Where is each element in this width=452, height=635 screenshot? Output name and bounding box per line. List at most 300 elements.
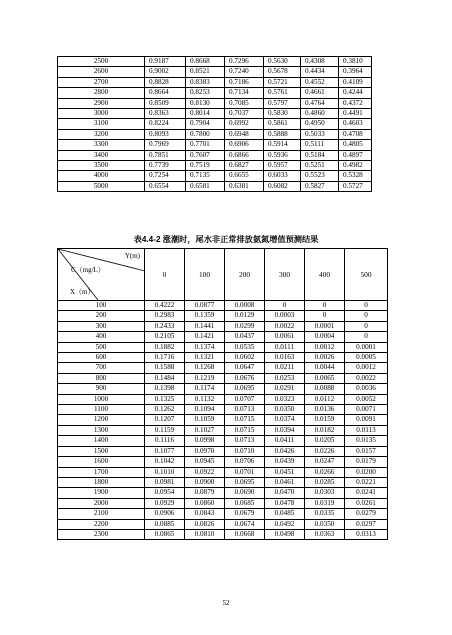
value-cell: 0.0810 bbox=[185, 529, 225, 539]
value-cell: 0.0439 bbox=[265, 457, 305, 467]
value-cell: 0.0003 bbox=[265, 311, 305, 321]
table-row bbox=[58, 436, 388, 446]
value-cell: 0.1132 bbox=[185, 394, 225, 404]
value-cell: 0.0602 bbox=[225, 353, 265, 363]
row-label-cell: 3200 bbox=[58, 129, 145, 139]
row-label-cell: 3500 bbox=[58, 161, 145, 171]
value-cell: 0.0478 bbox=[265, 498, 305, 508]
value-cell: 0.0695 bbox=[225, 477, 265, 487]
row-label-cell: 1200 bbox=[58, 415, 145, 425]
value-cell: 0.0461 bbox=[265, 477, 305, 487]
row-label-cell: 5000 bbox=[58, 181, 145, 191]
column-header: 0 bbox=[145, 249, 185, 301]
value-cell: 0.0012 bbox=[305, 342, 345, 352]
value-cell: 0.0136 bbox=[305, 405, 345, 415]
table-row bbox=[58, 150, 372, 160]
value-cell: 0.0071 bbox=[345, 405, 388, 415]
value-cell: 0.0715 bbox=[225, 415, 265, 425]
row-label-cell: 1700 bbox=[58, 467, 145, 477]
value-cell: 0.1325 bbox=[145, 394, 185, 404]
row-label-cell: 2700 bbox=[58, 77, 145, 87]
value-cell: 0.0319 bbox=[305, 498, 345, 508]
value-cell: 0.7134 bbox=[225, 88, 264, 98]
table-row bbox=[58, 119, 372, 129]
value-cell: 0.0241 bbox=[345, 488, 388, 498]
value-cell: 0.4434 bbox=[301, 67, 339, 77]
value-cell: 0.0451 bbox=[265, 467, 305, 477]
value-cell: 0.8664 bbox=[145, 88, 186, 98]
value-cell: 0.6554 bbox=[145, 181, 186, 191]
value-cell: 0.0163 bbox=[265, 353, 305, 363]
value-cell: 0.0285 bbox=[305, 477, 345, 487]
value-cell: 0.2433 bbox=[145, 321, 185, 331]
value-cell: 0.0297 bbox=[345, 519, 388, 529]
value-cell: 0.1262 bbox=[145, 405, 185, 415]
value-cell: 0.4372 bbox=[339, 98, 372, 108]
value-cell: 0.0221 bbox=[345, 477, 388, 487]
value-cell: 0.0685 bbox=[225, 498, 265, 508]
value-cell: 0.5111 bbox=[301, 140, 339, 150]
value-cell: 0.0303 bbox=[305, 488, 345, 498]
value-cell: 0.0710 bbox=[225, 446, 265, 456]
value-cell: 0.9187 bbox=[145, 57, 186, 67]
value-cell: 0.5523 bbox=[301, 171, 339, 181]
value-cell: 0.0091 bbox=[345, 415, 388, 425]
table-row bbox=[58, 98, 372, 108]
value-cell: 0.5328 bbox=[339, 171, 372, 181]
row-label-cell: 200 bbox=[58, 311, 145, 321]
value-cell: 0.5251 bbox=[301, 161, 339, 171]
row-label-cell: 1600 bbox=[58, 457, 145, 467]
value-cell: 0.0470 bbox=[265, 488, 305, 498]
value-cell: 0.0981 bbox=[145, 477, 185, 487]
value-cell: 0.9002 bbox=[145, 67, 186, 77]
table-row bbox=[58, 488, 388, 498]
value-cell: 0.0929 bbox=[145, 498, 185, 508]
value-cell: 0.0061 bbox=[265, 332, 305, 342]
value-cell: 0.0026 bbox=[305, 353, 345, 363]
value-cell: 0.0411 bbox=[265, 436, 305, 446]
value-cell: 0.0485 bbox=[265, 509, 305, 519]
value-cell: 0.7037 bbox=[225, 109, 264, 119]
value-cell: 0.1159 bbox=[145, 425, 185, 435]
value-cell: 0.0157 bbox=[345, 446, 388, 456]
value-cell: 0 bbox=[345, 311, 388, 321]
row-label-cell: 100 bbox=[58, 301, 145, 311]
value-cell: 0.2983 bbox=[145, 311, 185, 321]
row-label-cell: 500 bbox=[58, 342, 145, 352]
table-row bbox=[58, 363, 388, 373]
table-row bbox=[58, 88, 372, 98]
table-row bbox=[58, 140, 372, 150]
value-cell: 0.4552 bbox=[301, 77, 339, 87]
value-cell: 0.0111 bbox=[265, 342, 305, 352]
row-label-cell: 3300 bbox=[58, 140, 145, 150]
value-cell: 0.1010 bbox=[145, 467, 185, 477]
row-label-cell: 2500 bbox=[58, 57, 145, 67]
row-label-cell: 2600 bbox=[58, 67, 145, 77]
value-cell: 0.0247 bbox=[305, 457, 345, 467]
column-header: 500 bbox=[345, 249, 388, 301]
table-row bbox=[58, 332, 388, 342]
value-cell: 0.5678 bbox=[264, 67, 301, 77]
table-row bbox=[58, 321, 388, 331]
value-cell: 0.0253 bbox=[265, 373, 305, 383]
value-cell: 0.1116 bbox=[145, 436, 185, 446]
value-cell: 0.6906 bbox=[225, 140, 264, 150]
value-cell: 0.0129 bbox=[225, 311, 265, 321]
value-cell: 0.1059 bbox=[185, 415, 225, 425]
table-row bbox=[58, 477, 388, 487]
value-cell: 0.7519 bbox=[186, 161, 225, 171]
value-cell: 0.1588 bbox=[145, 363, 185, 373]
value-cell: 0.0690 bbox=[225, 488, 265, 498]
value-cell: 0.1359 bbox=[185, 311, 225, 321]
value-cell: 0.0299 bbox=[225, 321, 265, 331]
value-cell: 0.4764 bbox=[301, 98, 339, 108]
table-row bbox=[58, 373, 388, 383]
value-cell: 0.0706 bbox=[225, 457, 265, 467]
value-cell: 0.6866 bbox=[225, 150, 264, 160]
value-cell: 0.5184 bbox=[301, 150, 339, 160]
row-label-cell: 2800 bbox=[58, 88, 145, 98]
table-row bbox=[58, 109, 372, 119]
value-cell: 0.4860 bbox=[301, 109, 339, 119]
value-cell: 0.1882 bbox=[145, 342, 185, 352]
table-row bbox=[58, 77, 372, 87]
value-cell: 0.0426 bbox=[265, 446, 305, 456]
value-cell: 0.0885 bbox=[145, 519, 185, 529]
value-cell: 0.3964 bbox=[339, 67, 372, 77]
value-cell: 0.4708 bbox=[339, 129, 372, 139]
value-cell: 0.0676 bbox=[225, 373, 265, 383]
value-cell: 0.0205 bbox=[305, 436, 345, 446]
table-row bbox=[58, 457, 388, 467]
row-label-cell: 2900 bbox=[58, 98, 145, 108]
value-cell: 0 bbox=[305, 301, 345, 311]
value-cell: 0.0954 bbox=[145, 488, 185, 498]
value-cell: 0.1441 bbox=[185, 321, 225, 331]
value-cell: 0.4950 bbox=[301, 119, 339, 129]
value-cell: 0.1207 bbox=[145, 415, 185, 425]
concentration-label: C（mg/L） bbox=[71, 266, 105, 274]
value-cell: 0.7186 bbox=[225, 77, 264, 87]
value-cell: 0.6581 bbox=[186, 181, 225, 191]
value-cell: 0.1398 bbox=[145, 384, 185, 394]
header-row bbox=[58, 249, 388, 301]
value-cell: 0.1716 bbox=[145, 353, 185, 363]
value-cell: 0.5861 bbox=[264, 119, 301, 129]
value-cell: 0.4222 bbox=[145, 301, 185, 311]
value-cell: 0.0945 bbox=[185, 457, 225, 467]
value-cell: 0.0266 bbox=[305, 467, 345, 477]
value-cell: 0.5957 bbox=[264, 161, 301, 171]
row-label-cell: 2200 bbox=[58, 519, 145, 529]
value-cell: 0.0498 bbox=[265, 529, 305, 539]
value-cell: 0.4109 bbox=[339, 77, 372, 87]
value-cell: 0.0112 bbox=[305, 394, 345, 404]
column-header: 400 bbox=[305, 249, 345, 301]
value-cell: 0.8093 bbox=[145, 129, 186, 139]
value-cell: 0.0492 bbox=[265, 519, 305, 529]
table-row bbox=[58, 353, 388, 363]
value-cell: 0.0065 bbox=[305, 373, 345, 383]
value-cell: 0.0877 bbox=[185, 301, 225, 311]
value-cell: 0.0394 bbox=[265, 425, 305, 435]
table-row bbox=[58, 498, 388, 508]
value-cell: 0.1094 bbox=[185, 405, 225, 415]
table-row bbox=[58, 446, 388, 456]
value-cell: 0 bbox=[345, 301, 388, 311]
value-cell: 0.5727 bbox=[339, 181, 372, 191]
value-cell: 0.4603 bbox=[339, 119, 372, 129]
value-cell: 0.5761 bbox=[264, 88, 301, 98]
row-label-cell: 1400 bbox=[58, 436, 145, 446]
value-cell: 0.5888 bbox=[264, 129, 301, 139]
value-cell: 0.4244 bbox=[339, 88, 372, 98]
table-row bbox=[58, 509, 388, 519]
value-cell: 0.4805 bbox=[339, 140, 372, 150]
row-label-cell: 1800 bbox=[58, 477, 145, 487]
value-cell: 0.0005 bbox=[345, 353, 388, 363]
value-cell: 0.7739 bbox=[145, 161, 186, 171]
value-cell: 0.5827 bbox=[301, 181, 339, 191]
row-label-cell: 1100 bbox=[58, 405, 145, 415]
table-row bbox=[58, 129, 372, 139]
value-cell: 0.7254 bbox=[145, 171, 186, 181]
table-row bbox=[58, 529, 388, 539]
row-label-cell: 2100 bbox=[58, 509, 145, 519]
row-label-cell: 1500 bbox=[58, 446, 145, 456]
value-cell: 0.2105 bbox=[145, 332, 185, 342]
row-label-cell: 3400 bbox=[58, 150, 145, 160]
value-cell: 0.0291 bbox=[265, 384, 305, 394]
value-cell: 0.0335 bbox=[305, 509, 345, 519]
value-cell: 0.8014 bbox=[186, 109, 225, 119]
table-row bbox=[58, 467, 388, 477]
value-cell: 0.3810 bbox=[339, 57, 372, 67]
value-cell: 0.1174 bbox=[185, 384, 225, 394]
value-cell: 0.0900 bbox=[185, 477, 225, 487]
value-cell: 0.0437 bbox=[225, 332, 265, 342]
value-cell: 0.0998 bbox=[185, 436, 225, 446]
value-cell: 0.5797 bbox=[264, 98, 301, 108]
row-label-cell: 2300 bbox=[58, 529, 145, 539]
value-cell: 0.5630 bbox=[264, 57, 301, 67]
value-cell: 0.5936 bbox=[264, 150, 301, 160]
value-cell: 0.0012 bbox=[345, 363, 388, 373]
row-label-cell: 700 bbox=[58, 363, 145, 373]
value-cell: 0.0374 bbox=[265, 415, 305, 425]
value-cell: 0 bbox=[305, 311, 345, 321]
value-cell: 0.0695 bbox=[225, 384, 265, 394]
table-row bbox=[58, 171, 372, 181]
value-cell: 0.5830 bbox=[264, 109, 301, 119]
value-cell: 0.0674 bbox=[225, 519, 265, 529]
table-row bbox=[58, 394, 388, 404]
value-cell: 0.0261 bbox=[345, 498, 388, 508]
value-cell: 0.1321 bbox=[185, 353, 225, 363]
value-cell: 0.5721 bbox=[264, 77, 301, 87]
value-cell: 0.5033 bbox=[301, 129, 339, 139]
row-label-cell: 1000 bbox=[58, 394, 145, 404]
value-cell: 0.0350 bbox=[265, 405, 305, 415]
value-cell: 0 bbox=[345, 332, 388, 342]
value-cell: 0.7607 bbox=[186, 150, 225, 160]
table-row bbox=[58, 181, 372, 191]
y-axis-label: Y(m) bbox=[124, 252, 140, 260]
value-cell: 0.6948 bbox=[225, 129, 264, 139]
value-cell: 0.5914 bbox=[264, 140, 301, 150]
value-cell: 0.4308 bbox=[301, 57, 339, 67]
value-cell: 0.0715 bbox=[225, 425, 265, 435]
table-row bbox=[58, 415, 388, 425]
row-label-cell: 4000 bbox=[58, 171, 145, 181]
value-cell: 0.0022 bbox=[345, 373, 388, 383]
value-cell: 0.8130 bbox=[186, 98, 225, 108]
value-cell: 0.4491 bbox=[339, 109, 372, 119]
value-cell: 0.7969 bbox=[145, 140, 186, 150]
value-cell: 0.0865 bbox=[145, 529, 185, 539]
value-cell: 0.7701 bbox=[186, 140, 225, 150]
diagonal-header-cell bbox=[58, 249, 145, 301]
value-cell: 0.8224 bbox=[145, 119, 186, 129]
data-table-continued bbox=[57, 56, 372, 192]
value-cell: 0.0226 bbox=[305, 446, 345, 456]
table-row bbox=[58, 342, 388, 352]
value-cell: 0.0970 bbox=[185, 446, 225, 456]
value-cell: 0.1077 bbox=[145, 446, 185, 456]
ammonia-increment-table bbox=[57, 248, 388, 540]
value-cell: 0.0279 bbox=[345, 509, 388, 519]
value-cell: 0.4982 bbox=[339, 161, 372, 171]
table-row bbox=[58, 425, 388, 435]
value-cell: 0.0036 bbox=[345, 384, 388, 394]
value-cell: 0.0713 bbox=[225, 436, 265, 446]
x-axis-label: X（m） bbox=[70, 288, 95, 296]
column-header: 300 bbox=[265, 249, 305, 301]
value-cell: 0 bbox=[265, 301, 305, 311]
value-cell: 0.0001 bbox=[305, 321, 345, 331]
value-cell: 0.7085 bbox=[225, 98, 264, 108]
row-label-cell: 900 bbox=[58, 384, 145, 394]
value-cell: 0.6381 bbox=[225, 181, 264, 191]
value-cell: 0.7135 bbox=[186, 171, 225, 181]
value-cell: 0.0707 bbox=[225, 394, 265, 404]
row-label-cell: 800 bbox=[58, 373, 145, 383]
value-cell: 0.6082 bbox=[264, 181, 301, 191]
value-cell: 0.7800 bbox=[186, 129, 225, 139]
table-row bbox=[58, 57, 372, 67]
value-cell: 0.0200 bbox=[345, 467, 388, 477]
value-cell: 0.0350 bbox=[305, 519, 345, 529]
value-cell: 0.0159 bbox=[305, 415, 345, 425]
value-cell: 0.0879 bbox=[185, 488, 225, 498]
value-cell: 0.6827 bbox=[225, 161, 264, 171]
page-number: 52 bbox=[222, 599, 230, 607]
value-cell: 0.7851 bbox=[145, 150, 186, 160]
value-cell: 0.0843 bbox=[185, 509, 225, 519]
value-cell: 0.8363 bbox=[145, 109, 186, 119]
table-body bbox=[58, 301, 388, 540]
value-cell: 0.1219 bbox=[185, 373, 225, 383]
table-row bbox=[58, 311, 388, 321]
row-label-cell: 600 bbox=[58, 353, 145, 363]
value-cell: 0.0535 bbox=[225, 342, 265, 352]
value-cell: 0.7904 bbox=[186, 119, 225, 129]
value-cell: 0.1027 bbox=[185, 425, 225, 435]
row-label-cell: 1900 bbox=[58, 488, 145, 498]
table-row bbox=[58, 405, 388, 415]
table-row bbox=[58, 161, 372, 171]
value-cell: 0.0323 bbox=[265, 394, 305, 404]
value-cell: 0.0052 bbox=[345, 394, 388, 404]
value-cell: 0 bbox=[345, 321, 388, 331]
value-cell: 0.6992 bbox=[225, 119, 264, 129]
row-label-cell: 1300 bbox=[58, 425, 145, 435]
table-row bbox=[58, 67, 372, 77]
value-cell: 0.8521 bbox=[186, 67, 225, 77]
value-cell: 0.0088 bbox=[305, 384, 345, 394]
value-cell: 0.0713 bbox=[225, 405, 265, 415]
value-cell: 0.0363 bbox=[305, 529, 345, 539]
value-cell: 0.0701 bbox=[225, 467, 265, 477]
column-header: 200 bbox=[225, 249, 265, 301]
table-row bbox=[58, 384, 388, 394]
value-cell: 0.0022 bbox=[265, 321, 305, 331]
value-cell: 0.8668 bbox=[186, 57, 225, 67]
value-cell: 0.7240 bbox=[225, 67, 264, 77]
value-cell: 0.6655 bbox=[225, 171, 264, 181]
value-cell: 0.1268 bbox=[185, 363, 225, 373]
row-label-cell: 2000 bbox=[58, 498, 145, 508]
row-label-cell: 3100 bbox=[58, 119, 145, 129]
value-cell: 0.4897 bbox=[339, 150, 372, 160]
value-cell: 0.1484 bbox=[145, 373, 185, 383]
value-cell: 0.1374 bbox=[185, 342, 225, 352]
value-cell: 0.0001 bbox=[345, 342, 388, 352]
value-cell: 0.0826 bbox=[185, 519, 225, 529]
value-cell: 0.0647 bbox=[225, 363, 265, 373]
value-cell: 0.8828 bbox=[145, 77, 186, 87]
row-label-cell: 300 bbox=[58, 321, 145, 331]
value-cell: 0.0860 bbox=[185, 498, 225, 508]
value-cell: 0.0182 bbox=[305, 425, 345, 435]
value-cell: 0.0313 bbox=[345, 529, 388, 539]
value-cell: 0.8253 bbox=[186, 88, 225, 98]
value-cell: 0.4661 bbox=[301, 88, 339, 98]
value-cell: 0.0179 bbox=[345, 457, 388, 467]
table-row bbox=[58, 519, 388, 529]
value-cell: 0.7296 bbox=[225, 57, 264, 67]
value-cell: 0.0008 bbox=[225, 301, 265, 311]
value-cell: 0.0906 bbox=[145, 509, 185, 519]
value-cell: 0.6033 bbox=[264, 171, 301, 181]
row-label-cell: 400 bbox=[58, 332, 145, 342]
table-caption: 表4.4-2 涨潮时，尾水非正常排放氨氮增值预测结果 bbox=[133, 235, 319, 244]
table-row bbox=[58, 301, 388, 311]
table-body bbox=[58, 57, 372, 192]
value-cell: 0.8383 bbox=[186, 77, 225, 87]
value-cell: 0.0922 bbox=[185, 467, 225, 477]
column-header: 100 bbox=[185, 249, 225, 301]
value-cell: 0.0679 bbox=[225, 509, 265, 519]
value-cell: 0.0135 bbox=[345, 436, 388, 446]
value-cell: 0.1042 bbox=[145, 457, 185, 467]
row-label-cell: 3000 bbox=[58, 109, 145, 119]
value-cell: 0.0113 bbox=[345, 425, 388, 435]
value-cell: 0.0211 bbox=[265, 363, 305, 373]
